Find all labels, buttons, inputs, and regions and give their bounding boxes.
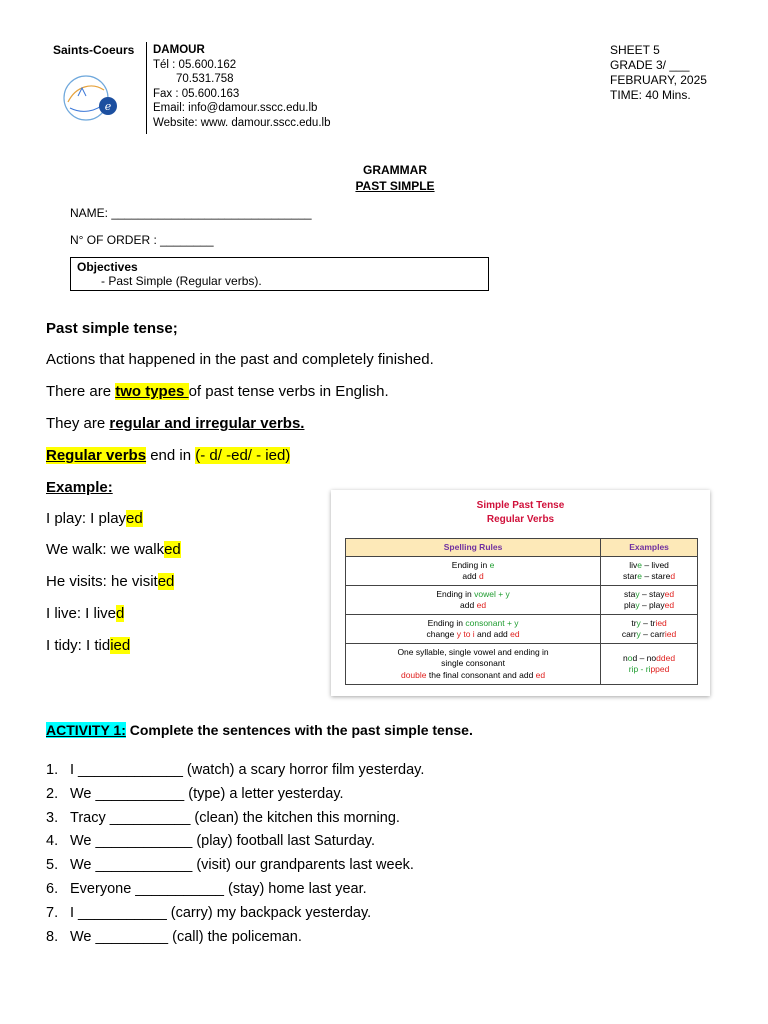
rule-cell [346,615,601,644]
text: liv [629,559,638,570]
rule-cell [346,557,601,586]
time-limit: TIME: 40 Mins. [610,88,691,102]
table-row [346,644,698,685]
text: of past tense verbs in English. [188,383,389,400]
list-item[interactable] [46,810,424,834]
page-subtitle: PAST SIMPLE [355,179,435,193]
text: ed [476,600,487,610]
text: n [623,652,628,663]
text: – tr [640,617,656,628]
lesson-heading: Past simple tense; [46,320,178,337]
text: single consonant [441,658,505,669]
suffix: d [116,605,125,622]
text: p - ri [633,664,651,674]
objectives-heading: Objectives [77,260,138,274]
svg-text:e: e [104,100,112,113]
text: consonant + y [465,617,519,628]
suffix: ed [164,541,181,558]
item-text: Everyone ___________ (stay) home last year. [70,880,367,897]
spelling-rules-image [331,490,710,696]
phone-number-2: 70.531.758 [176,73,234,86]
text: ed [664,588,675,599]
lesson-line-3 [46,415,304,432]
activity-list [46,762,424,952]
item-number: 3. [46,809,59,826]
item-text: We ____________ (visit) our grandparents last week. [70,857,414,874]
text: double [400,669,427,680]
item-number: 5. [46,857,59,874]
text: y [636,617,641,628]
item-text: We ____________ (play) football last Saturday. [70,833,375,850]
text: – play [639,600,665,610]
regular-irregular: regular and irregular verbs. [109,415,305,432]
text: i [631,664,634,674]
text: I live: I live [46,605,117,622]
name-field[interactable]: NAME: ______________________________ [70,206,312,220]
text: d [670,571,676,581]
text: e [489,559,495,570]
item-text: We ___________ (type) a letter yesterday. [70,785,344,802]
text: o [627,652,633,663]
text: Ending in [451,559,490,570]
text: y [635,588,640,599]
school-logo [56,68,126,126]
example-item [46,637,130,654]
text: e [637,571,642,581]
list-item[interactable] [46,905,424,929]
text: There are [46,383,116,400]
text: change [426,629,457,639]
lesson-line-2 [46,383,389,400]
list-item[interactable] [46,929,424,953]
objectives-box [70,257,489,291]
list-item[interactable] [46,786,424,810]
text: e [637,559,642,570]
page-title: GRAMMAR [363,163,427,177]
table-row [346,557,698,586]
suffix: ed [126,510,143,527]
highlight-two-types: two types [115,383,189,400]
example-cell [601,586,698,615]
example-cell [601,557,698,586]
campus-name: DAMOUR [153,44,205,56]
activity-heading [46,722,473,738]
list-item[interactable] [46,881,424,905]
item-text: We _________ (call) the policeman. [70,928,302,945]
rules-title: Simple Past Tense [476,500,565,511]
list-item[interactable] [46,857,424,881]
school-name: Saints-Coeurs [53,43,135,57]
text: He visits: he visit [46,573,158,590]
column-header: Spelling Rules [346,539,601,557]
text: pla [624,600,636,610]
example-item [46,541,181,558]
order-field[interactable]: N° OF ORDER : ________ [70,233,214,247]
rules-subtitle: Regular Verbs [486,514,555,525]
text: y [635,600,640,610]
text: Ending in [427,617,466,628]
lesson-line-4 [46,447,290,464]
date: FEBRUARY, 2025 [610,73,707,87]
activity-instruction: Complete the sentences with the past simple tense. [125,722,473,738]
table-row [346,586,698,615]
text: add [462,571,479,581]
item-number: 2. [46,785,59,802]
item-text: Tracy __________ (clean) the kitchen this morning. [70,809,400,826]
email-address: Email: info@damour.sscc.edu.lb [153,102,318,115]
activity-label: ACTIVITY 1: [46,722,126,738]
text: add [460,600,477,610]
text: pped [650,664,670,674]
text: the final consonant and add [426,669,536,680]
text: r [628,664,632,674]
text: star [623,571,638,581]
text: y [636,629,641,639]
text: – stay [639,588,665,599]
text: d [478,571,484,581]
item-number: 6. [46,880,59,897]
text: and add [474,629,511,639]
grade: GRADE 3/ ___ [610,58,690,72]
fax-number: Fax : 05.600.163 [153,87,240,100]
suffix: ed [157,573,175,590]
regular-verbs-label: Regular verbs [46,447,147,464]
example-item [46,605,124,622]
example-cell [601,615,698,644]
text: ed [510,629,520,639]
text: ied [655,617,667,628]
text: carr [621,629,637,639]
phone-number: Tél : 05.600.162 [153,58,237,71]
item-number: 8. [46,928,59,945]
example-item [46,510,143,527]
item-text: I _____________ (watch) a scary horror film yesterday. [70,762,425,778]
text: dded [656,652,676,663]
text: One syllable, single vowel and ending in [397,646,549,657]
column-header: Examples [601,539,698,557]
text: ied [664,629,677,639]
rule-cell [346,644,601,685]
item-number: 1. [46,762,59,778]
item-number: 4. [46,833,59,850]
list-item[interactable] [46,833,424,857]
sheet-number: SHEET 5 [610,43,660,57]
text: They are [46,415,110,432]
text: ed [664,600,675,610]
text: d – no [632,652,657,663]
table-row [346,615,698,644]
objectives-item: - Past Simple (Regular verbs). [101,274,262,288]
endings: (- d/ -ed/ - ied) [195,447,291,464]
text: tr [631,617,637,628]
text: – carr [640,629,665,639]
text: sta [624,588,636,599]
text: – stare [641,571,671,581]
rule-cell [346,586,601,615]
suffix: ied [110,637,131,654]
example-item [46,573,174,590]
example-heading: Example: [46,479,113,496]
text: Ending in [436,588,475,599]
text: end in [146,447,196,464]
list-item[interactable] [46,762,424,786]
sheet-info [610,43,707,103]
text: I tidy: I tid [46,637,111,654]
item-number: 7. [46,904,59,921]
text: I play: I play [46,510,127,527]
example-cell [601,644,698,685]
website-address: Website: www. damour.sscc.edu.lb [153,116,331,129]
text: y to i [456,629,475,639]
text: – lived [641,559,669,570]
text: ed [535,669,546,680]
contact-block [153,43,330,131]
header-divider [146,42,147,134]
spelling-rules-table [345,538,698,685]
lesson-line-1: Actions that happened in the past and completely finished. [46,351,434,368]
text: vowel + y [474,588,510,599]
text: We walk: we walk [46,541,165,558]
item-text: I ___________ (carry) my backpack yesterday. [70,904,372,921]
